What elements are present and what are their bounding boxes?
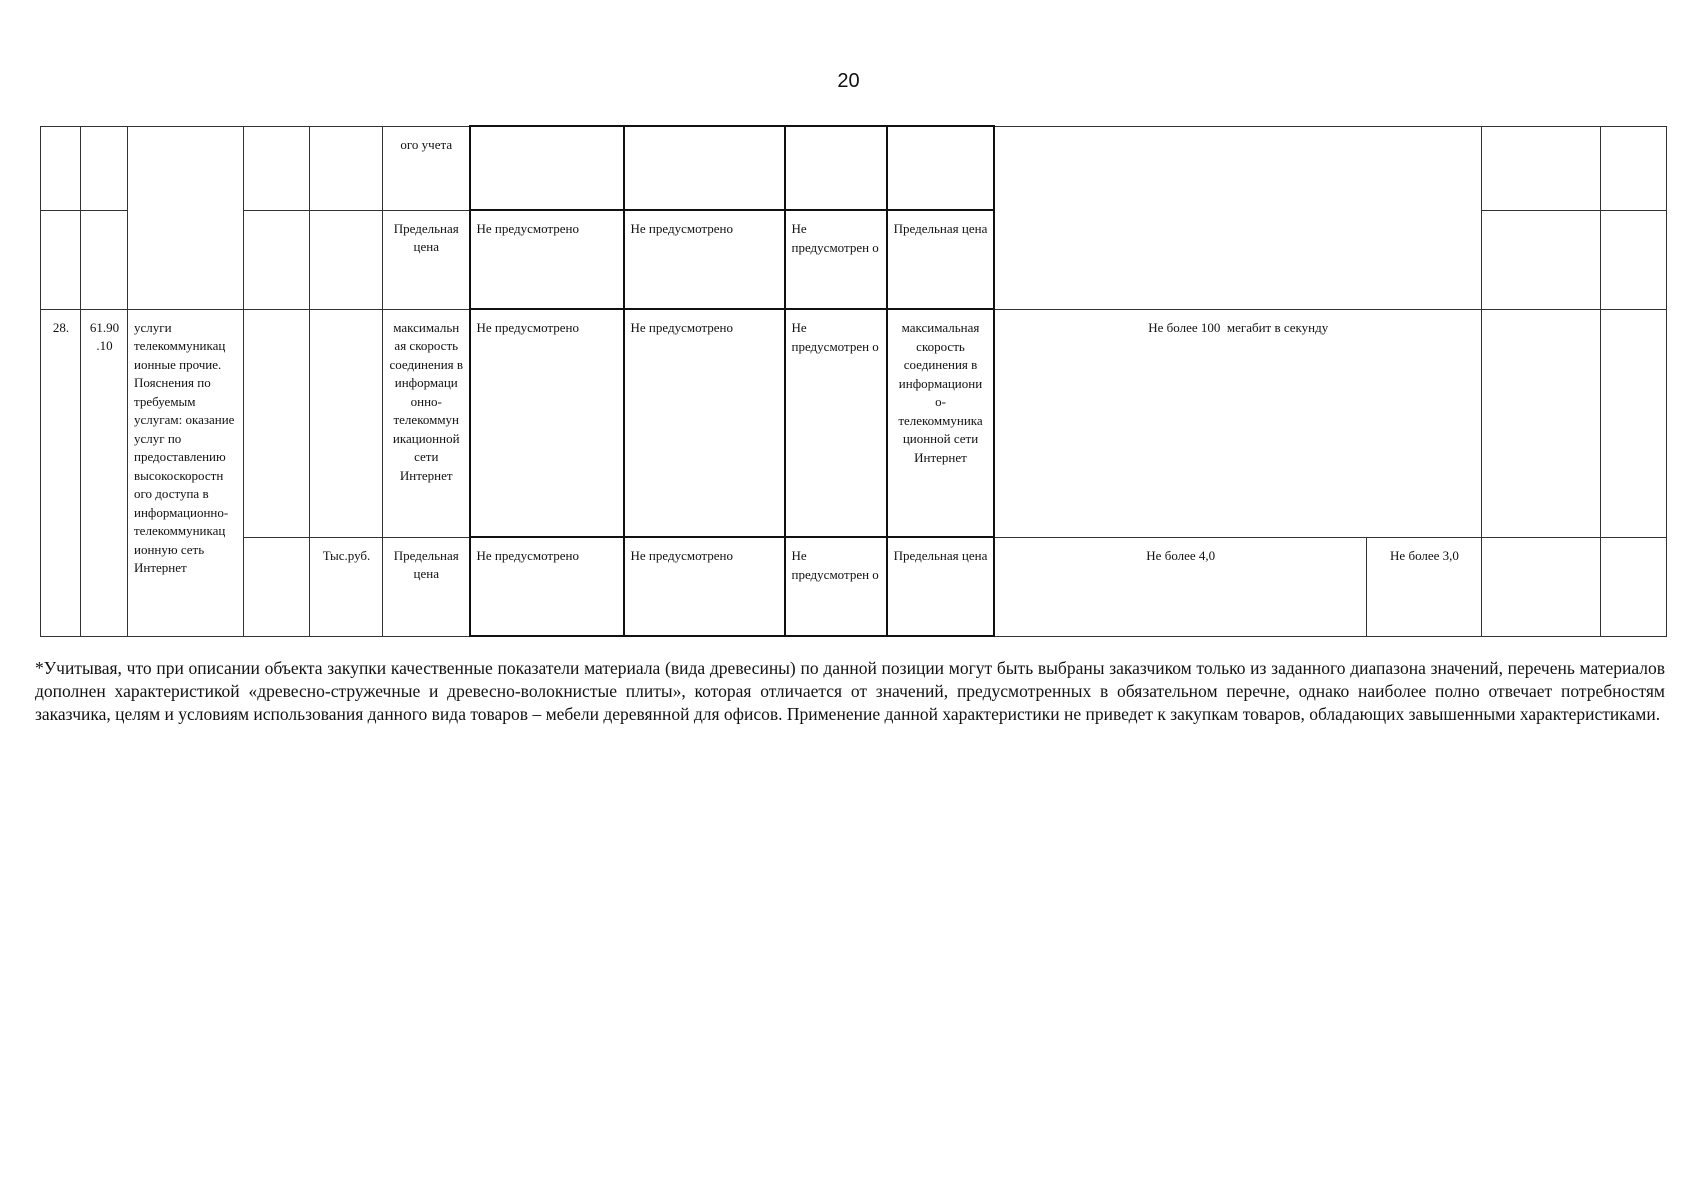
table-cell xyxy=(994,126,1482,309)
table-cell: Тыс.руб. xyxy=(310,537,383,636)
table-cell: Не более 4,0 xyxy=(994,537,1367,636)
table-cell: Не предусмотрен о xyxy=(785,537,887,636)
table-cell: Предельная цена xyxy=(383,210,470,309)
item-number: 28. xyxy=(41,309,81,636)
table-cell xyxy=(244,210,310,309)
table-cell xyxy=(41,126,81,210)
table-cell: Предельная цена xyxy=(887,210,994,309)
table-cell xyxy=(41,210,81,309)
item-code: 61.90 .10 xyxy=(81,309,128,636)
table-cell xyxy=(244,537,310,636)
table-cell: Предельная цена xyxy=(887,537,994,636)
table-cell: Не более 3,0 xyxy=(1367,537,1482,636)
table-cell: ого учета xyxy=(383,126,470,210)
table-cell: Не предусмотрено xyxy=(470,537,624,636)
table-cell xyxy=(244,126,310,210)
table-cell xyxy=(310,210,383,309)
table-cell xyxy=(624,126,785,210)
table-cell xyxy=(1482,537,1601,636)
table-cell xyxy=(1601,126,1667,210)
table-cell: Не предусмотрено xyxy=(470,210,624,309)
table-cell xyxy=(1482,309,1601,537)
table-cell xyxy=(1601,210,1667,309)
table-cell xyxy=(1482,210,1601,309)
table-row xyxy=(41,537,1667,636)
table-cell: Не предусмотрено xyxy=(624,210,785,309)
table-cell xyxy=(244,309,310,537)
footnote: *Учитывая, что при описании объекта закупки качественные показатели материала (вида древесины) по данной позиции могут быть выбраны заказчиком только из заданного диапазона значений, перечень материалов дополнен характеристикой «древесно-стружечные и древесно-волокнистые плиты», которая отличается от значений, предусмотренных в обязательном перечне, однако наиболее полно отвечает потребностям заказчика, целям и условиям использования данного вида товаров – мебели деревянной для офисов. Применение данной характеристики не приведет к закупкам товаров, обладающих завышенными характеристиками. xyxy=(35,658,1665,724)
table-cell: Не более 100 мегабит в секунду xyxy=(994,309,1482,537)
table-cell xyxy=(470,126,624,210)
table-cell xyxy=(310,309,383,537)
table-cell xyxy=(128,126,244,309)
table-cell xyxy=(1482,126,1601,210)
table-cell xyxy=(887,126,994,210)
table-cell: Не предусмотрено xyxy=(624,309,785,537)
item-name: услуги телекоммуникац ионные прочие. Пояснения по требуемым услугам: оказание услуг по предоставлению высокоскоростн ого доступа в информационно- телекоммуникац ионную сеть Интернет xyxy=(128,309,244,636)
table-row xyxy=(41,126,1667,210)
table-cell: максимальная скорость соединения в информациони о- телекоммуника ционной сети Интернет xyxy=(887,309,994,537)
table-cell: максимальн ая скорость соединения в информаци онно- телекоммун икационной сети Интернет xyxy=(383,309,470,537)
table-cell: Не предусмотрен о xyxy=(785,210,887,309)
table-cell: Не предусмотрен о xyxy=(785,309,887,537)
table-cell: Не предусмотрено xyxy=(470,309,624,537)
table-cell xyxy=(310,126,383,210)
table-row xyxy=(41,309,1667,537)
table-cell xyxy=(81,210,128,309)
requirements-table xyxy=(40,125,1667,637)
page-number: 20 xyxy=(837,70,860,92)
table-cell xyxy=(1601,537,1667,636)
table-cell xyxy=(785,126,887,210)
table-cell: Предельная цена xyxy=(383,537,470,636)
table-cell: Не предусмотрено xyxy=(624,537,785,636)
table-cell xyxy=(1601,309,1667,537)
table-cell xyxy=(81,126,128,210)
